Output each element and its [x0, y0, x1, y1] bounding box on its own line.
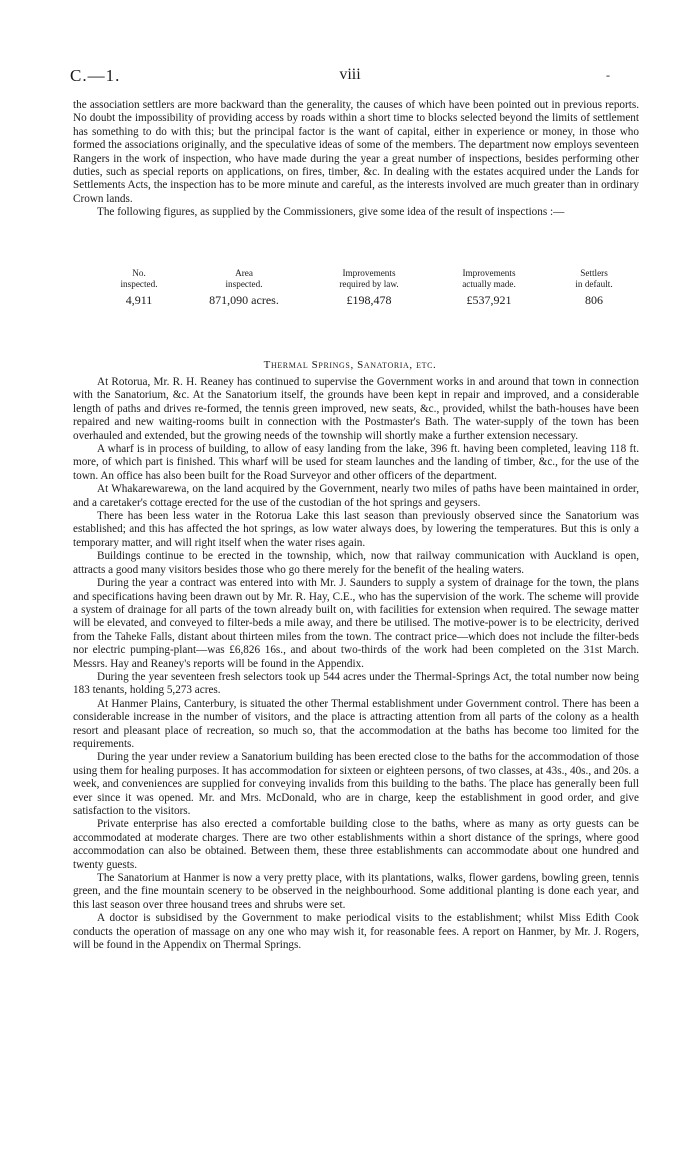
paragraph: At Whakarewarewa, on the land acquired by the Government, nearly two miles of paths have been maintained in order, and a caretaker's cottage erected for the use of the custodian of the hot springs and geysers. [73, 483, 639, 509]
paragraph: At Hanmer Plains, Canterbury, is situated the other Thermal establishment under Government control. There has been a considerable increase in the number of visitors, and the place is attracting attention from all parts of the colony as a health resort and pleasant place of recreation, so much so, that the accommodation at the baths has become too limited for the requirements. [73, 697, 639, 750]
paragraph: A wharf is in process of building, to allow of easy landing from the lake, 396 ft. having been completed, leaving 118 ft. more, of which part is finished. This wharf will be used for steam launches and the landing of timber, &c., for the use of the town. An office has also been built for the Road Surveyor and other officers of the department. [73, 443, 639, 482]
paragraph: Buildings continue to be erected in the township, which, now that railway communication with Auckland is open, attracts a good many visitors besides those who go there merely for the benefit of the healing waters. [73, 550, 639, 576]
intro-text [73, 99, 639, 220]
table-header-cell: Area inspected. [225, 268, 263, 289]
table-header-row [100, 268, 640, 290]
table-header-cell: Settlers in default. [575, 268, 613, 289]
inspection-table [100, 268, 640, 308]
paragraph: During the year seventeen fresh selectors took up 544 acres under the Thermal-Springs Act, the total number now being 183 tenants, holding 5,273 acres. [73, 670, 639, 697]
table-header-cell: No. inspected. [120, 268, 158, 289]
page-number: viii [339, 66, 361, 83]
table-row [100, 290, 640, 308]
paragraph: There has been less water in the Rotorua Lake this last season than previously observed since the Sanatorium was established; and this has affected the hot springs, as low water always does, by lowering the temperatures. But this is only a temporary matter, and will right itself when the water rises again. [73, 510, 639, 549]
paragraph: The Sanatorium at Hanmer is now a very pretty place, with its plantations, walks, flower gardens, bowling green, tennis green, and the fine mountain scenery to be observed in the neighbourhood. Some additional planting is done each year, and this last season over three housand trees and shrubs were set. [73, 872, 639, 911]
table-cell: £537,921 [466, 293, 512, 307]
table-cell: 806 [585, 293, 603, 307]
table-cell: £198,478 [346, 293, 392, 307]
paragraph: The following figures, as supplied by the Commissioners, give some idea of the result of inspections :— [97, 206, 565, 219]
paragraph: the association settlers are more backward than the generality, the causes of which have been pointed out in previous reports. No doubt the impossibility of providing access by roads within a short time to blocks selected beyond the limits of settlement has something to do with this; but the principal factor is the want of capital, either in experience or money, in those who formed the associations originally, and the speculative ideas of some of the members. The department now employs seventeen Rangers in the work of inspection, who have made during the year a great number of inspections, besides performing other duties, such as special reports on applications, on fires, timber, &c. In dealing with the estates acquired under the Lands for Settlements Acts, the inspection has to be more minute and careful, as the interests involved are much greater than in ordinary Crown lands. [73, 99, 639, 205]
section-heading: Thermal Springs, Sanatoria, etc. [263, 359, 437, 371]
section-text [73, 376, 639, 952]
header-mark: - [606, 68, 610, 82]
table-header-cell: Improvements required by law. [339, 268, 399, 289]
paragraph: At Rotorua, Mr. R. H. Reaney has continued to supervise the Government works in and around that town in connection with the Sanatorium, &c. At the Sanatorium itself, the grounds have been kept in repair and improved, and a considerable length of paths and drives re-formed, the tennis green improved, new seats, &c., provided, whilst the bath-houses have been repaired and new waiting-rooms built in connection with the Postmaster's Bath. The water-supply of the town has been overhauled and extended, but the growing needs of the township will shortly make a further extension necessary. [73, 376, 639, 442]
table-header-cell: Improvements actually made. [462, 268, 516, 289]
paragraph: A doctor is subsidised by the Government to make periodical visits to the establishment; whilst Miss Edith Cook conducts the operation of massage on any one who may wish it, for reasonable fees. A report on Hanmer, by Mr. J. Rogers, will be found in the Appendix on Thermal Springs. [73, 912, 639, 952]
document-reference: C.—1. [70, 66, 121, 85]
table-cell: 871,090 acres. [209, 293, 279, 307]
paragraph: During the year a contract was entered into with Mr. J. Saunders to supply a system of drainage for the town, the plans and specifications having been drawn out by Mr. R. Hay, C.E., who has the supervision of the work. The scheme will provide a system of drainage for all parts of the town already built on, with facilities for extension when required. The sewage matter will be elevated, and conveyed to filter-beds a mile away, and there be utilised. The motive-power is to be electricity, derived from the Taheke Falls, distant about thirteen miles from the town. The contract price—which does not include the filter-beds nor electric pumping-plant—was £6,826 16s., and about two-thirds of the work had been completed on the 31st March. Messrs. Hay and Reaney's reports will be found in the Appendix. [73, 577, 639, 670]
paragraph: During the year under review a Sanatorium building has been erected close to the baths for the accommodation of those using them for healing purposes. It has accommodation for sixteen or eighteen persons, of two classes, at 43s., 40s., and 20s. a week, and conveniences are supplied for conveying invalids from this building to the baths. The place has generally been full ever since it was opened. Mr. and Mrs. McDonald, who are in charge, keep the establishment in good order, and give satisfaction to the visitors. [73, 751, 639, 817]
table-cell: 4,911 [125, 293, 153, 307]
page-header [70, 66, 630, 88]
paragraph: Private enterprise has also erected a comfortable building close to the baths, where as many as orty guests can be accommodated at moderate charges. There are two other establishments within a short distance of the springs, where good accommodation can also be obtained. Between them, these three establishments can accommodate about one hundred and twenty guests. [73, 818, 639, 871]
